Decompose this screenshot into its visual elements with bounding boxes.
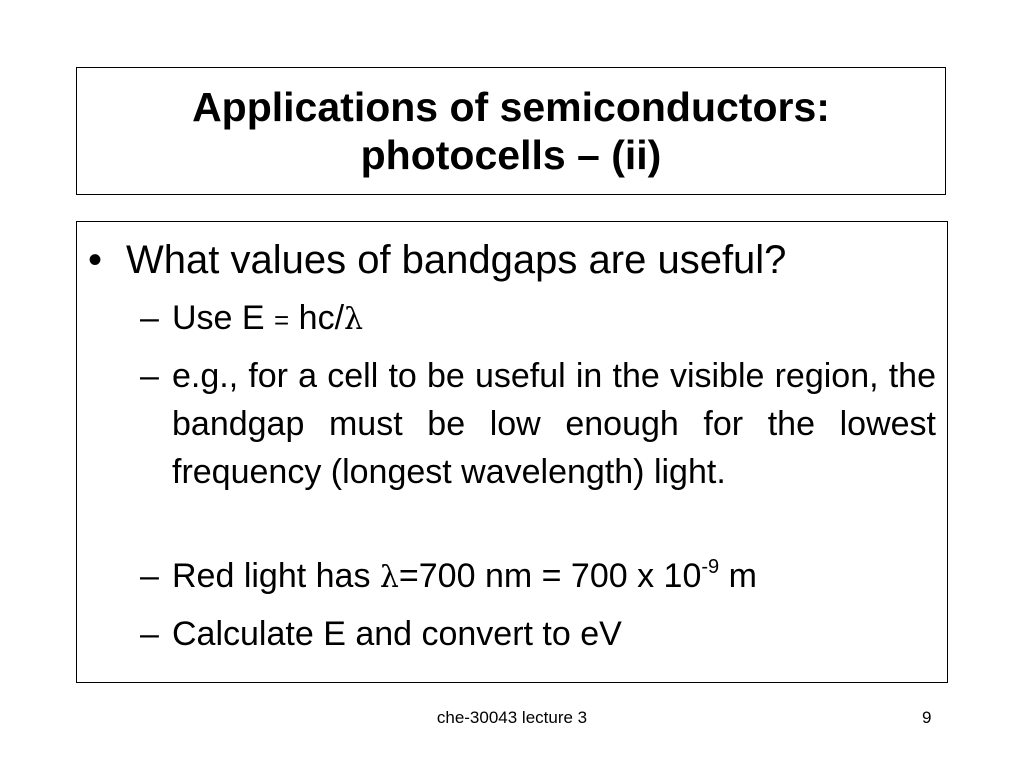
slide-title-line-2: photocells – (ii) — [360, 132, 662, 178]
exponent: -9 — [701, 556, 720, 578]
page-number: 9 — [922, 708, 932, 727]
red-light-prefix: Red light has — [172, 557, 380, 595]
content-box — [76, 221, 948, 683]
formula-suffix: hc/ — [289, 299, 345, 337]
bullet-item — [86, 236, 786, 284]
bullet-text: What values of bandgaps are useful? — [126, 238, 787, 282]
lambda-symbol: λ — [379, 560, 399, 595]
title-box — [76, 67, 946, 195]
dash-marker: – — [140, 299, 159, 337]
dash-marker: – — [140, 557, 159, 595]
lambda-symbol: λ — [344, 302, 364, 337]
calculate-text: Calculate E and convert to eV — [172, 615, 622, 653]
sub-item-calculate — [140, 610, 936, 658]
unit: m — [719, 557, 757, 595]
sub-item-formula — [140, 294, 936, 344]
dash-marker: – — [140, 357, 159, 395]
footer-course: che-30043 lecture 3 — [436, 708, 588, 727]
dash-marker: – — [140, 615, 159, 653]
slide-title-line-1: Applications of semiconductors: — [192, 84, 830, 130]
example-text: e.g., for a cell to be useful in the visible region, the bandgap must be low enough for the lowest frequency (longest wavelength) light. — [172, 357, 936, 491]
formula-prefix: Use E — [172, 299, 275, 337]
equals-sign: = — [274, 305, 290, 335]
bullet-dot-icon: • — [88, 238, 103, 282]
sub-item-red-light — [140, 552, 936, 602]
red-light-value: =700 nm = 700 x 10 — [398, 557, 702, 595]
sub-item-example — [140, 352, 936, 496]
